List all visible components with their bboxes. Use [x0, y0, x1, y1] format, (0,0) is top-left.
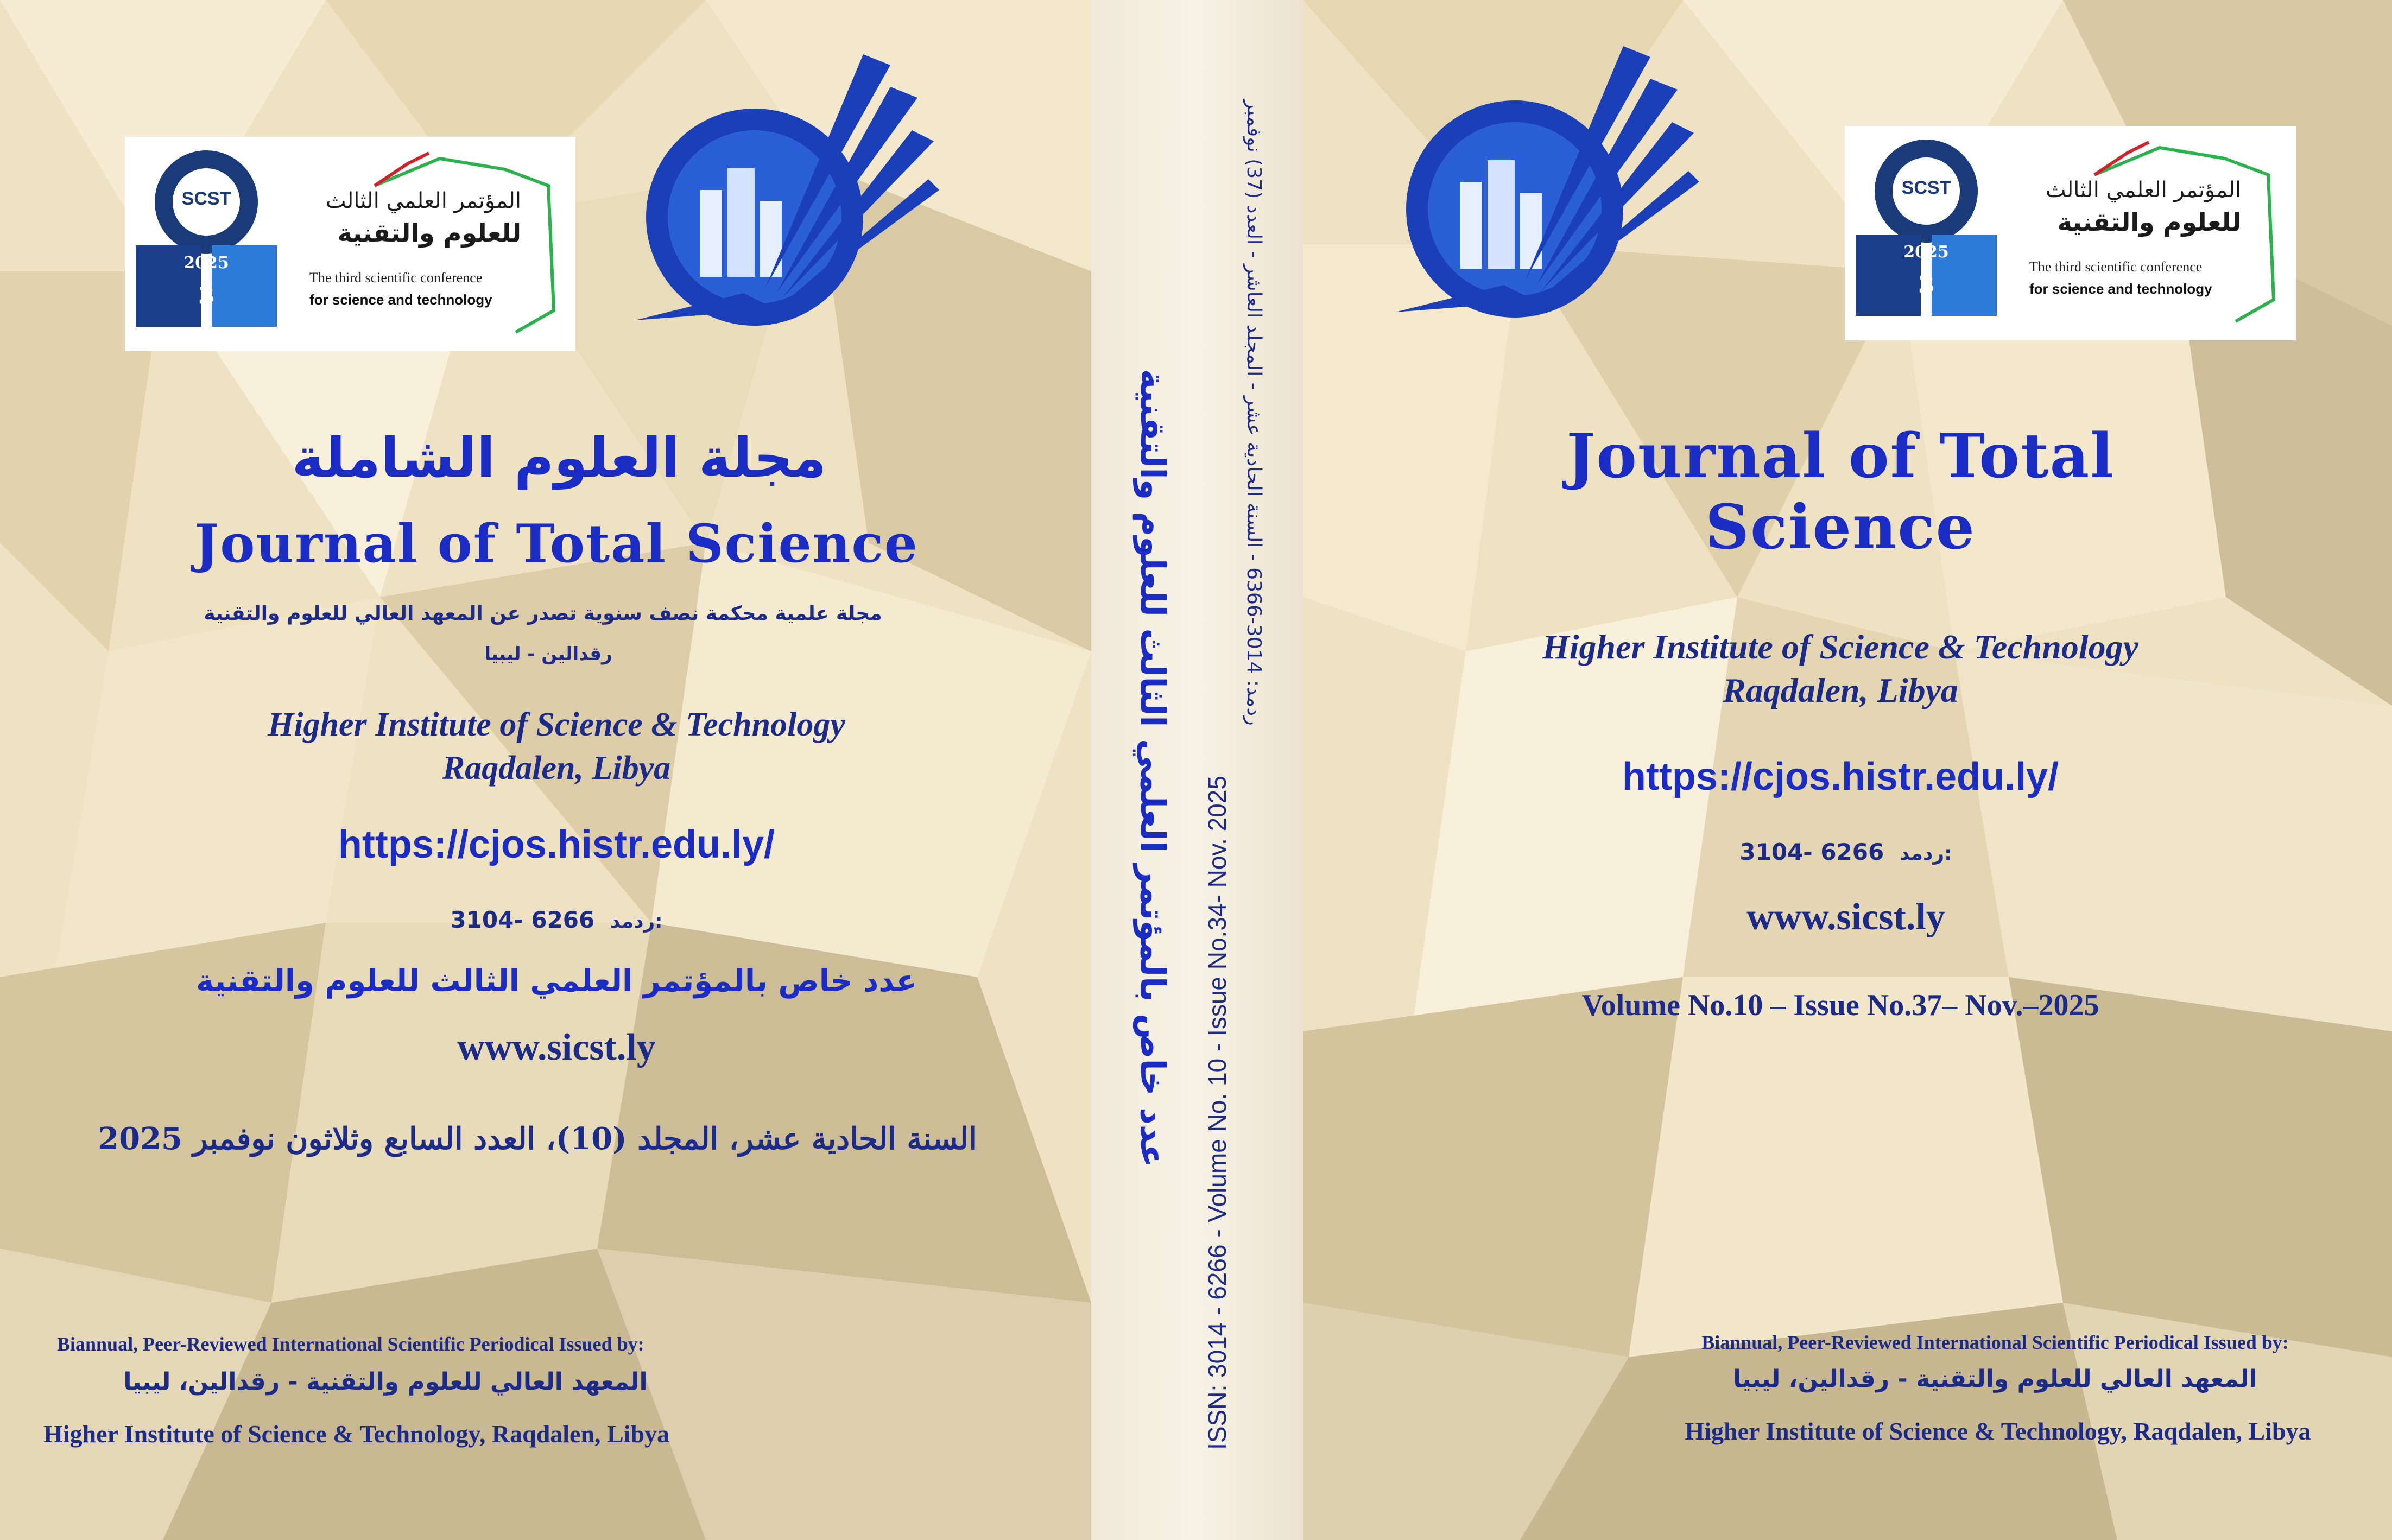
back-footer-arabic: المعهد العالي للعلوم والتقنية - رقدالين، ليبيا [123, 1368, 648, 1396]
spine-english-line: ISSN: 3014 - 6266 - Volume No. 10 - Issue No.34- Nov. 2025 [1203, 776, 1231, 1450]
logo-badge: SCST [1901, 178, 1951, 198]
back-url-link[interactable]: https://cjos.histr.edu.ly/ [338, 823, 775, 866]
back-cover [0, 0, 1091, 1540]
logo-english-line1: The third scientific conference [2029, 259, 2203, 275]
front-institute-line1: Higher Institute of Science & Technology [1542, 628, 2139, 666]
back-arabic-location: رقدالين - ليبيا [484, 643, 612, 665]
logo-arabic-line1: المؤتمر العلمي الثالث [2045, 178, 2241, 202]
back-issn-label: ردمد: [610, 910, 663, 933]
front-issn [1656, 839, 2036, 865]
conference-logo [1845, 126, 2296, 340]
back-institute-line1: Higher Institute of Science & Technology [268, 706, 845, 743]
logo-year: 2025 [1903, 243, 1949, 262]
front-issn-label: ردمد: [1899, 842, 1952, 865]
back-footer-periodical: Biannual, Peer-Reviewed International Scientific Periodical Issued by: [57, 1333, 644, 1355]
back-special-issue: عدد خاص بالمؤتمر العلمي الثالث للعلوم والتقنية [196, 964, 917, 999]
back-journal-title: Journal of Total Science [194, 513, 919, 574]
back-issn-value: 3104- 6266 [450, 907, 595, 933]
logo-arabic-line2: للعلوم والتقنية [2057, 207, 2241, 237]
front-url-link[interactable]: https://cjos.histr.edu.ly/ [1622, 755, 2059, 798]
spine-arabic-special: عدد خاص بالمؤتمر العلمي الثالث للعلوم والتقنية [1133, 369, 1173, 1168]
logo-english-line2: for science and technology [309, 291, 492, 308]
journal-emblem-icon [1395, 46, 1699, 361]
logo-arabic-line1: المؤتمر العلمي الثالث [325, 188, 521, 213]
logo-year: 2025 [183, 254, 229, 272]
front-footer-periodical: Biannual, Peer-Reviewed International Scientific Periodical Issued by: [1701, 1332, 2289, 1353]
front-journal-title: Journal of Total Science [1566, 421, 2115, 563]
spine-arabic-line: ردمد: 3014-6366 - السنة الحادية عشر - المجلد العاشر - العدد (37) نوفمبر [1243, 99, 1265, 726]
front-site-link[interactable]: www.sicst.ly [1746, 896, 1945, 938]
logo-number: 3 [198, 282, 215, 310]
logo-english-line1: The third scientific conference [309, 270, 483, 286]
back-issn [326, 907, 787, 933]
front-volume-line: Volume No.10 – Issue No.37– Nov.–2025 [1581, 988, 2099, 1022]
back-institute-line2: Raqdalen, Libya [442, 750, 671, 787]
back-footer-institute: Higher Institute of Science & Technology, Raqdalen, Libya [43, 1420, 670, 1448]
logo-number: 3 [1918, 271, 1935, 299]
front-footer-institute: Higher Institute of Science & Technology, Raqdalen, Libya [1685, 1417, 2311, 1445]
logo-badge: SCST [181, 188, 231, 209]
back-arabic-description: مجلة علمية محكمة نصف سنوية تصدر عن المعهد العالي للعلوم والتقنية [204, 603, 882, 625]
logo-english-line2: for science and technology [2029, 281, 2212, 297]
logo-arabic-line2: للعلوم والتقنية [337, 218, 521, 248]
back-site-link[interactable]: www.sicst.ly [457, 1026, 656, 1068]
back-arabic-volume-line: السنة الحادية عشر، المجلد (10)، العدد السابع وثلاثون نوفمبر 2025 [98, 1121, 977, 1157]
front-footer-arabic: المعهد العالي للعلوم والتقنية - رقدالين، ليبيا [1733, 1365, 2257, 1393]
front-cover [1303, 0, 2392, 1540]
spine [1091, 0, 1303, 1540]
front-institute-line2: Raqdalen, Libya [1723, 671, 1958, 709]
back-arabic-journal-title: مجلة العلوم الشاملة [292, 426, 827, 490]
front-issn-value: 3104- 6266 [1739, 839, 1884, 865]
journal-emblem-icon [635, 54, 939, 369]
conference-logo [125, 137, 575, 351]
